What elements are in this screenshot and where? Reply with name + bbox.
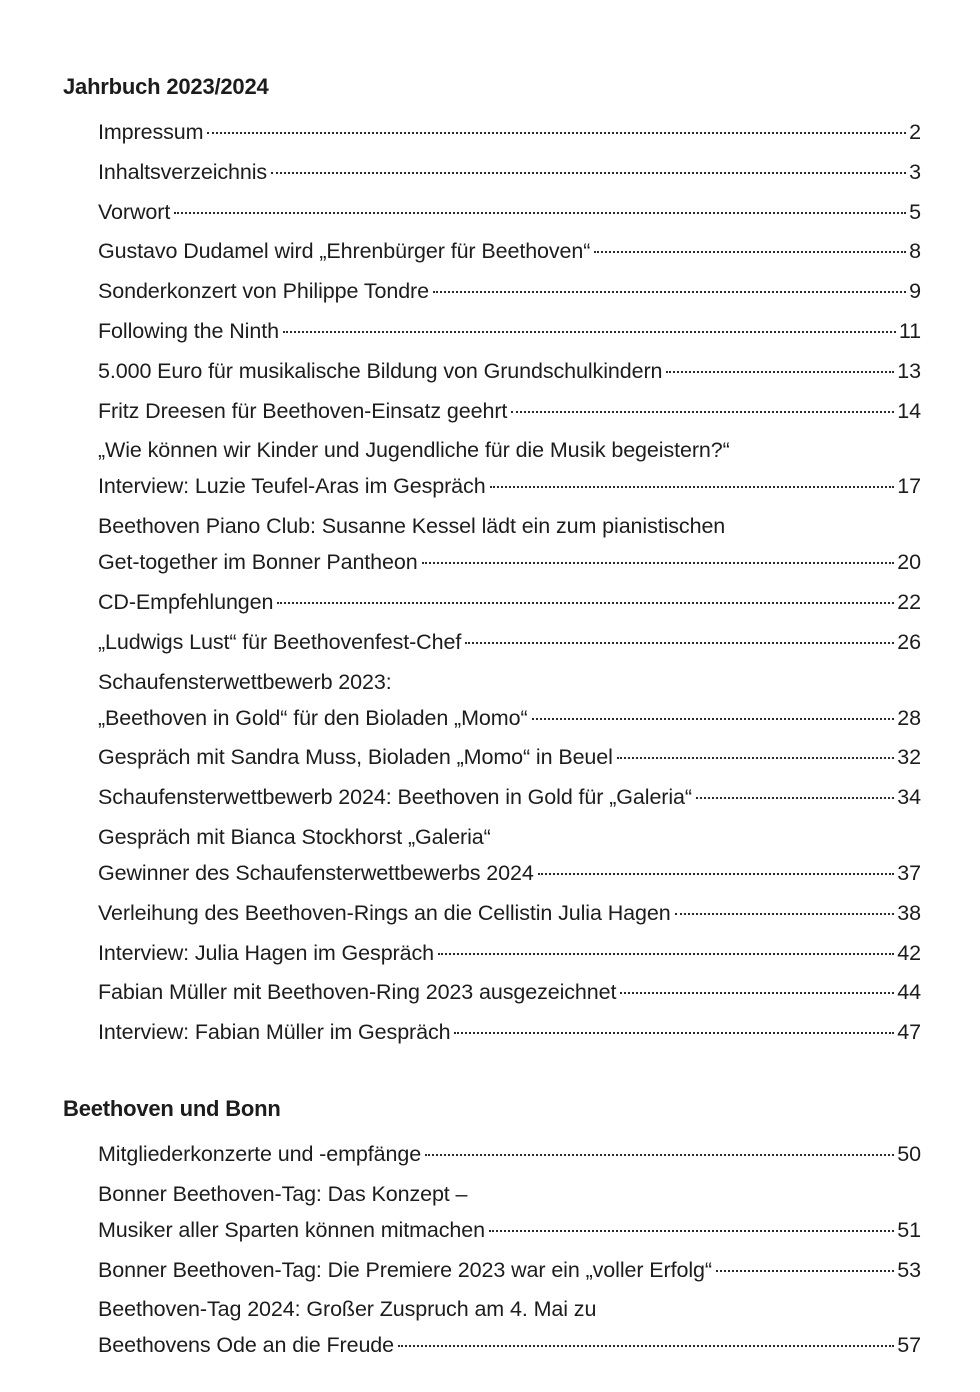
toc-entry-row [98,1212,921,1248]
toc-entry-row [98,353,921,389]
dot-leader [696,797,894,799]
toc-entry[interactable] [98,1014,921,1050]
toc-entry[interactable] [98,508,921,580]
page-number: 14 [897,398,921,423]
dot-leader [594,251,906,253]
toc-entry[interactable] [98,1136,921,1172]
dot-leader [490,486,895,488]
toc-entry-title-line: Gespräch mit Bianca Stockhorst „Galeria“ [98,824,491,849]
toc-entry-row [98,584,921,620]
toc-entry[interactable] [98,819,921,891]
toc-entry[interactable] [98,779,921,815]
page-number: 20 [897,550,921,575]
toc-entry-title: „Beethoven in Gold“ für den Bioladen „Momo“ [98,705,528,730]
dot-leader [433,291,906,293]
dot-leader [716,1270,894,1272]
page-number: 53 [897,1257,921,1282]
page-number: 17 [897,474,921,499]
toc-entry-row [98,1252,921,1288]
page-number: 34 [897,785,921,810]
toc-entry-title: Following the Ninth [98,318,279,343]
page-number: 11 [898,318,921,343]
toc-entry[interactable] [98,273,921,309]
section-heading-beethoven-und-bonn: Beethoven und Bonn [63,1096,281,1121]
toc-entry-title: Interview: Julia Hagen im Gespräch [98,940,434,965]
toc-entry[interactable] [98,393,921,429]
page-number: 22 [897,589,921,614]
toc-entry-row [98,895,921,931]
page-number: 38 [897,900,921,925]
page-number: 42 [897,940,921,965]
toc-entry-row [98,935,921,971]
toc-entry-title: Impressum [98,120,204,144]
toc-entry-title: CD-Empfehlungen [98,589,274,614]
toc-entry-title: Bonner Beethoven-Tag: Die Premiere 2023 war ein „voller Erfolg“ [98,1257,712,1282]
toc-entry[interactable] [98,584,921,620]
page-number: 26 [897,629,921,654]
dot-leader [465,642,894,644]
toc-entry[interactable] [98,1252,921,1288]
toc-entry-title: Musiker aller Sparten können mitmachen [98,1217,485,1242]
toc-entry-row [98,114,921,150]
toc-entry-row [98,393,921,429]
toc-entry[interactable] [98,353,921,389]
toc-entry-title: 5.000 Euro für musikalische Bildung von Grundschulkindern [98,358,663,383]
toc-entry-title: Beethovens Ode an die Freude [98,1333,395,1358]
toc-entry-row [98,1136,921,1172]
toc-entry[interactable] [98,1291,921,1363]
toc-entry-row [98,1327,921,1363]
page-number: 3 [909,159,921,184]
dot-leader [675,913,895,915]
toc-entry-row [98,779,921,815]
page-number: 28 [897,705,921,730]
toc-entry-title: Get-together im Bonner Pantheon [98,550,418,575]
page-number: 9 [909,279,921,304]
toc-entry-title: Fabian Müller mit Beethoven-Ring 2023 ausgezeichnet [98,980,617,1005]
toc-list-beethoven-und-bonn [98,1136,921,1367]
dot-leader [174,212,906,214]
toc-entry-title: Gespräch mit Sandra Muss, Bioladen „Momo“ in Beuel [98,745,613,770]
toc-entry[interactable] [98,664,921,736]
toc-entry[interactable] [98,432,921,504]
toc-entry[interactable] [98,313,921,349]
dot-leader [422,562,895,564]
page-number: 37 [897,860,921,885]
toc-entry[interactable] [98,114,921,150]
toc-entry-title: Interview: Fabian Müller im Gespräch [98,1020,451,1045]
page-number: 32 [897,745,921,770]
page-number: 44 [897,980,921,1005]
toc-entry-row [98,739,921,775]
toc-entry-row [98,468,921,504]
toc-entry-row [98,544,921,580]
page-number: 47 [897,1020,921,1045]
page-number: 8 [909,239,921,264]
toc-entry-row [98,700,921,736]
dot-leader [666,371,894,373]
section-heading-jahrbuch: Jahrbuch 2023/2024 [63,74,269,99]
dot-leader [532,718,895,720]
toc-entry-title: Interview: Luzie Teufel-Aras im Gespräch [98,474,486,499]
toc-entry-row [98,624,921,660]
toc-entry-row [98,273,921,309]
toc-entry-title: Gewinner des Schaufensterwettbewerbs 2024 [98,860,534,885]
dot-leader [511,411,894,413]
dot-leader [398,1345,894,1347]
dot-leader [489,1230,894,1232]
dot-leader [617,757,894,759]
dot-leader [425,1154,894,1156]
dot-leader [620,992,894,994]
dot-leader [538,873,895,875]
toc-entry-row [98,154,921,190]
dot-leader [454,1032,894,1034]
toc-entry-row [98,233,921,269]
toc-entry[interactable] [98,154,921,190]
toc-entry[interactable] [98,624,921,660]
toc-entry-title: Gustavo Dudamel wird „Ehrenbürger für Beethoven“ [98,239,591,264]
toc-entry[interactable] [98,935,921,971]
toc-entry-title-line: Bonner Beethoven-Tag: Das Konzept – [98,1181,468,1206]
toc-entry-title: Verleihung des Beethoven-Rings an die Cellistin Julia Hagen [98,900,671,925]
toc-entry-title: Sonderkonzert von Philippe Tondre [98,279,429,304]
dot-leader [271,172,906,174]
page-number: 5 [909,199,921,224]
toc-entry-row [98,313,921,349]
toc-entry-title-line: Schaufensterwettbewerb 2023: [98,669,392,694]
toc-entry-row [98,855,921,891]
toc-entry-row [98,1014,921,1050]
dot-leader [277,602,894,604]
toc-entry-title: Inhaltsverzeichnis [98,159,268,184]
toc-list-jahrbuch [98,114,921,1054]
toc-entry-title: Fritz Dreesen für Beethoven-Einsatz geehrt [98,398,508,423]
toc-entry[interactable] [98,1176,921,1248]
page-number: 13 [897,358,921,383]
toc-entry-row [98,194,921,230]
toc-entry[interactable] [98,739,921,775]
toc-entry[interactable] [98,233,921,269]
page-number: 51 [897,1217,921,1242]
toc-entry[interactable] [98,194,921,230]
page-number: 57 [897,1333,921,1358]
toc-entry[interactable] [98,974,921,1010]
toc-entry-title: Mitgliederkonzerte und -empfänge [98,1142,422,1166]
toc-entry-row [98,974,921,1010]
toc-entry-title-line: Beethoven-Tag 2024: Großer Zuspruch am 4. Mai zu [98,1297,597,1322]
toc-entry-title: Schaufensterwettbewerb 2024: Beethoven in Gold für „Galeria“ [98,785,692,810]
page-number: 50 [897,1142,921,1166]
toc-entry-title: Vorwort [98,199,171,224]
toc-entry[interactable] [98,895,921,931]
toc-entry-title-line: Beethoven Piano Club: Susanne Kessel lädt ein zum pianistischen [98,514,726,539]
toc-entry-title-line: „Wie können wir Kinder und Jugendliche für die Musik begeistern?“ [98,438,730,463]
dot-leader [438,953,894,955]
toc-entry-title: „Ludwigs Lust“ für Beethovenfest-Chef [98,629,462,654]
dot-leader [283,331,896,333]
page-number: 2 [909,120,921,144]
dot-leader [207,132,906,134]
